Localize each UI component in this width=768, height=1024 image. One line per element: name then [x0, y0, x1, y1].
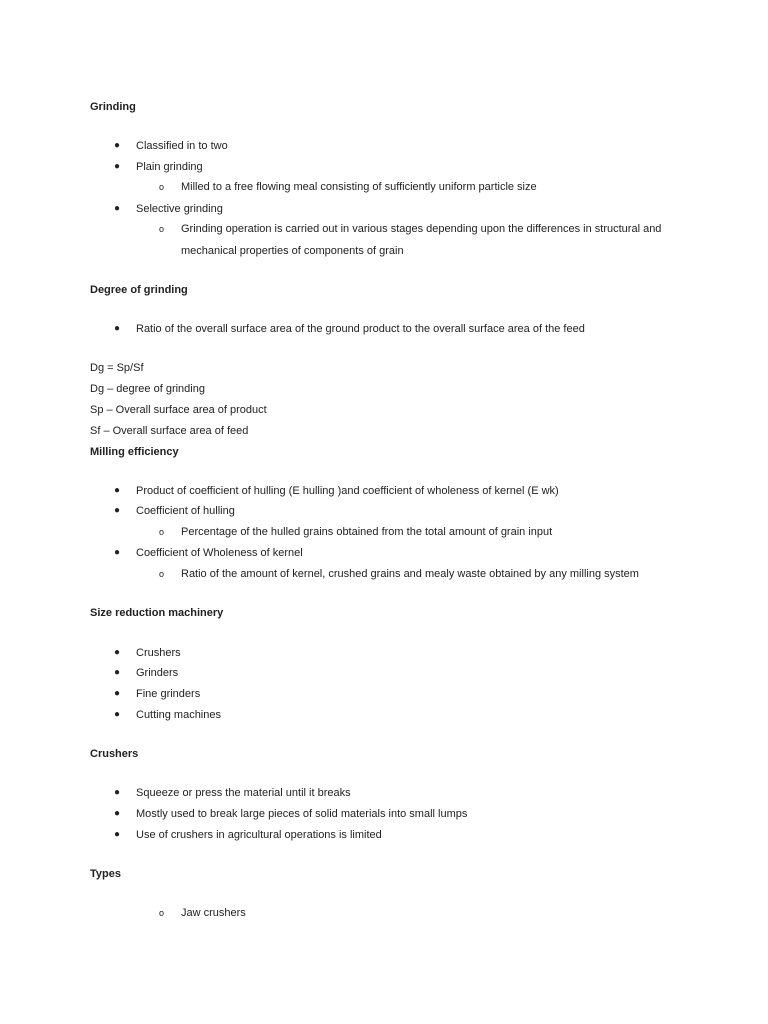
heading-crushers: Crushers	[90, 748, 139, 760]
formula-line: Dg = Sp/Sf	[90, 362, 144, 374]
bullet-icon: ●	[114, 485, 121, 496]
formula-line: Dg – degree of grinding	[90, 383, 205, 395]
list-item: Fine grinders	[136, 688, 201, 700]
sub-bullet-icon: o	[159, 182, 165, 192]
formula-line: Sf – Overall surface area of feed	[90, 425, 249, 437]
list-item: Ratio of the overall surface area of the ground product to the overall surface area of the feed	[136, 323, 585, 335]
sub-list-item: Milled to a free flowing meal consisting of sufficiently uniform particle size	[181, 181, 537, 193]
sub-bullet-icon: o	[159, 569, 165, 579]
heading-size-reduction: Size reduction machinery	[90, 607, 224, 619]
bullet-icon: ●	[114, 688, 121, 699]
list-item: Crushers	[136, 647, 181, 659]
sub-bullet-icon: o	[159, 527, 165, 537]
sub-list-item: Grinding operation is carried out in various stages depending upon the differences in structural and	[181, 223, 662, 235]
bullet-icon: ●	[114, 709, 121, 720]
bullet-icon: ●	[114, 808, 121, 819]
bullet-icon: ●	[114, 547, 121, 558]
heading-milling-efficiency: Milling efficiency	[90, 446, 179, 458]
list-item: Grinders	[136, 667, 179, 679]
list-item: Plain grinding	[136, 161, 203, 173]
bullet-icon: ●	[114, 647, 121, 658]
bullet-icon: ●	[114, 505, 121, 516]
heading-grinding: Grinding	[90, 101, 136, 113]
sub-bullet-icon: o	[159, 224, 165, 234]
bullet-icon: ●	[114, 667, 121, 678]
bullet-icon: ●	[114, 829, 121, 840]
bullet-icon: ●	[114, 161, 121, 172]
sub-list-item: Ratio of the amount of kernel, crushed grains and mealy waste obtained by any milling system	[181, 568, 639, 580]
formula-line: Sp – Overall surface area of product	[90, 404, 267, 416]
heading-types: Types	[90, 868, 121, 880]
bullet-icon: ●	[114, 203, 121, 214]
list-item: Coefficient of Wholeness of kernel	[136, 547, 303, 559]
list-item: Squeeze or press the material until it breaks	[136, 787, 351, 799]
bullet-icon: ●	[114, 140, 121, 151]
list-item: Use of crushers in agricultural operations is limited	[136, 829, 382, 841]
list-item: Product of coefficient of hulling (E hulling )and coefficient of wholeness of kernel (E wk)	[136, 485, 559, 497]
sub-list-item: Jaw crushers	[181, 907, 246, 919]
sub-list-item: Percentage of the hulled grains obtained from the total amount of grain input	[181, 526, 553, 538]
sub-list-item-continued: mechanical properties of components of grain	[181, 245, 404, 257]
list-item: Classified in to two	[136, 140, 228, 152]
list-item: Coefficient of hulling	[136, 505, 235, 517]
heading-degree-of-grinding: Degree of grinding	[90, 284, 188, 296]
list-item: Selective grinding	[136, 203, 223, 215]
bullet-icon: ●	[114, 787, 121, 798]
sub-bullet-icon: o	[159, 908, 165, 918]
bullet-icon: ●	[114, 323, 121, 334]
list-item: Mostly used to break large pieces of solid materials into small lumps	[136, 808, 468, 820]
list-item: Cutting machines	[136, 709, 221, 721]
